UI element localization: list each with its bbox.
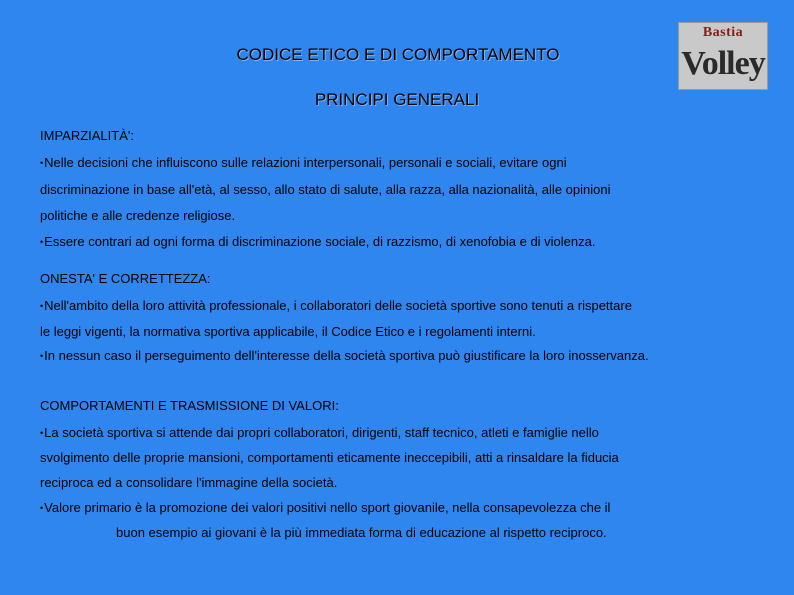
paragraph-line: •Essere contrari ad ogni forma di discriminazione sociale, di razzismo, di xenofobia e di violenza. bbox=[40, 234, 596, 249]
paragraph-line: le leggi vigenti, la normativa sportiva applicabile, il Codice Etico e i regolamenti interni. bbox=[40, 324, 536, 339]
bullet-icon: • bbox=[40, 351, 44, 361]
bullet-icon: • bbox=[40, 301, 44, 311]
paragraph-line: •In nessun caso il perseguimento dell'interesse della società sportiva può giustificare la loro inosservanza. bbox=[40, 348, 649, 363]
bastia-volley-logo bbox=[678, 22, 768, 90]
bullet-icon: • bbox=[40, 428, 44, 438]
bullet-icon: • bbox=[40, 237, 44, 247]
paragraph-line: buon esempio ai giovani è la più immediata forma di educazione al rispetto reciproco. bbox=[116, 525, 607, 540]
paragraph-line: politiche e alle credenze religiose. bbox=[40, 208, 236, 223]
bullet-icon: • bbox=[40, 503, 44, 513]
paragraph-line: •Nell'ambito della loro attività professionale, i collaboratori delle società sportive sono tenuti a rispettare bbox=[40, 298, 632, 313]
paragraph-line: •Nelle decisioni che influiscono sulle relazioni interpersonali, personali e sociali, evitare ogni bbox=[40, 155, 567, 170]
page-subtitle: PRINCIPI GENERALI bbox=[314, 90, 480, 109]
paragraph-line: reciproca ed a consolidare l'immagine della società. bbox=[40, 475, 338, 490]
bullet-icon: • bbox=[40, 158, 44, 168]
section-heading-onesta: ONESTA' E CORRETTEZZA: bbox=[40, 271, 211, 286]
logo-top-text: Bastia bbox=[702, 25, 744, 40]
section-heading-imparzialita: IMPARZIALITÀ': bbox=[40, 128, 134, 143]
logo-main-text: Volley bbox=[681, 45, 765, 82]
paragraph-line: •La società sportiva si attende dai propri collaboratori, dirigenti, staff tecnico, atleti e famiglie nello bbox=[40, 425, 599, 440]
paragraph-line: discriminazione in base all'età, al sesso, allo stato di salute, alla razza, alla nazionalità, alle opinioni bbox=[40, 182, 611, 197]
paragraph-line: svolgimento delle proprie mansioni, comportamenti eticamente ineccepibili, atti a rinsaldare la fiducia bbox=[40, 450, 619, 465]
page-title: CODICE ETICO E DI COMPORTAMENTO bbox=[236, 45, 560, 64]
paragraph-line: •Valore primario è la promozione dei valori positivi nello sport giovanile, nella consapevolezza che il bbox=[40, 500, 611, 515]
section-heading-comportamenti: COMPORTAMENTI E TRASMISSIONE DI VALORI: bbox=[40, 398, 339, 413]
